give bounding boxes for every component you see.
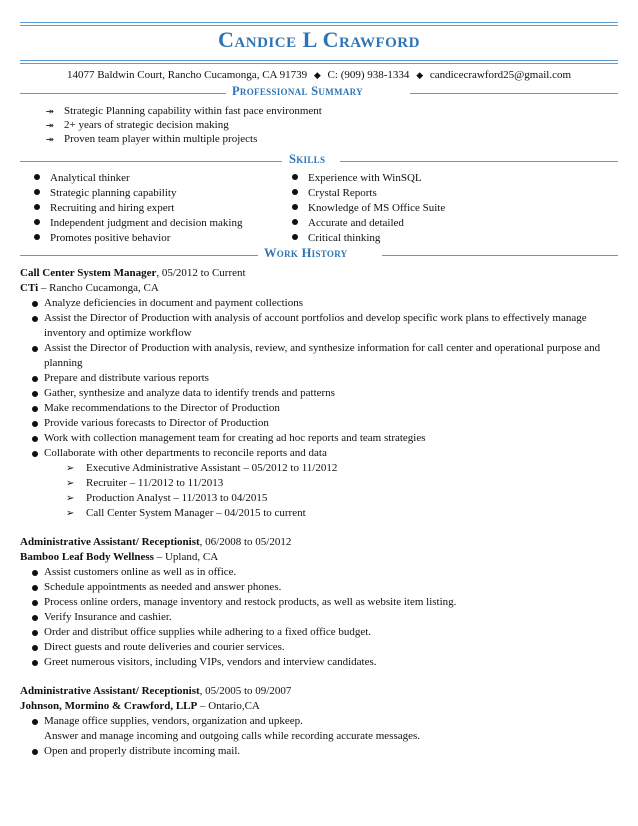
- pin-bullet-icon: ⯮: [46, 106, 54, 117]
- skill-item: Analytical thinker: [34, 171, 242, 186]
- bullet-icon: [32, 600, 38, 606]
- duty-item: Open and properly distribute incoming mail.: [20, 744, 620, 759]
- skill-item: Crystal Reports: [292, 186, 445, 201]
- skills-heading: [0, 152, 638, 170]
- duty-item: Gather, synthesize and analyze data to identify trends and patterns: [20, 386, 620, 401]
- bullet-icon: [292, 189, 298, 195]
- duty-item: Make recommendations to the Director of Production: [20, 401, 620, 416]
- skill-item: Independent judgment and decision making: [34, 216, 242, 231]
- duty-item: Provide various forecasts to Director of Production: [20, 416, 620, 431]
- summary-item: ⯮ Strategic Planning capability within fast pace environment: [46, 105, 322, 117]
- job-title: Call Center System Manager: [20, 267, 157, 279]
- job-duties: [20, 714, 620, 759]
- bullet-icon: [292, 174, 298, 180]
- bullet-icon: [32, 376, 38, 382]
- header-top-rule: [20, 22, 618, 23]
- bullet-icon: [292, 219, 298, 225]
- bullet-icon: [32, 346, 38, 352]
- duty-item: Assist the Director of Production with analysis of account portfolios and develop specific work plans to effectively manage inventory and optimize workflow: [20, 311, 620, 341]
- company-name: Johnson, Mormino & Crawford, LLP: [20, 700, 198, 712]
- job-dates: , 05/2012 to Current: [156, 267, 246, 279]
- bullet-icon: [32, 719, 38, 725]
- heading-rule-left: [20, 255, 258, 256]
- duty-item: Manage office supplies, vendors, organization and upkeep.: [20, 714, 620, 729]
- bullet-icon: [32, 660, 38, 666]
- company-location: – Ontario,CA: [197, 700, 260, 712]
- job-company-line: [20, 550, 620, 565]
- pin-bullet-icon: ⯮: [46, 120, 54, 131]
- section-title: Professional Summary: [232, 84, 363, 98]
- position-item: ➢ Call Center System Manager – 04/2015 to current: [66, 507, 306, 519]
- candidate-name: Candice L Crawford: [218, 27, 420, 52]
- bullet-icon: [292, 204, 298, 210]
- bullet-icon: [32, 406, 38, 412]
- company-name: Bamboo Leaf Body Wellness: [20, 551, 154, 563]
- skill-item: Recruiting and hiring expert: [34, 201, 242, 216]
- pin-bullet-icon: ⯮: [46, 134, 54, 145]
- skill-item: Promotes positive behavior: [34, 231, 242, 246]
- bullet-icon: [32, 630, 38, 636]
- spacer: [20, 521, 620, 535]
- summary-list: [46, 104, 322, 146]
- heading-rule-right: [382, 255, 618, 256]
- duty-item: Assist the Director of Production with analysis, review, and synthesize information for call center and operational purpose and planning: [20, 341, 620, 371]
- bullet-icon: [32, 301, 38, 307]
- company-location: – Upland, CA: [153, 551, 219, 563]
- bullet-icon: [32, 316, 38, 322]
- summary-item: ⯮ Proven team player within multiple projects: [46, 133, 258, 145]
- bullet-icon: [34, 234, 40, 240]
- bullet-icon: [32, 436, 38, 442]
- arrow-bullet-icon: ➢: [66, 463, 75, 474]
- spacer: [20, 670, 620, 684]
- job-title: Administrative Assistant/ Receptionist: [20, 536, 200, 548]
- duty-item: Greet numerous visitors, including VIPs, vendors and interview candidates.: [20, 655, 620, 670]
- duty-item: Order and distribut office supplies while adhering to a fixed office budget.: [20, 625, 620, 640]
- skill-item: Knowledge of MS Office Suite: [292, 201, 445, 216]
- address: 14077 Baldwin Court, Rancho Cucamonga, CA 91739: [66, 69, 308, 81]
- arrow-bullet-icon: ➢: [66, 493, 75, 504]
- duty-item: Verify Insurance and cashier.: [20, 610, 620, 625]
- bullet-icon: [32, 749, 38, 755]
- section-title: Skills: [289, 152, 326, 166]
- heading-rule-right: [340, 161, 618, 162]
- company-location: – Rancho Cucamonga, CA: [38, 282, 159, 294]
- bullet-icon: [34, 174, 40, 180]
- job-title-line: [20, 535, 620, 550]
- bullet-icon: [32, 451, 38, 457]
- work-history: [20, 266, 620, 759]
- section-title: Work History: [264, 246, 348, 260]
- duty-item: Analyze deficiencies in document and payment collections: [20, 296, 620, 311]
- bullet-icon: [32, 391, 38, 397]
- job-duties: [20, 296, 620, 461]
- heading-rule-left: [20, 161, 282, 162]
- diamond-icon: ◆: [313, 71, 321, 81]
- heading-rule-left: [20, 93, 226, 94]
- duty-item: Work with collection management team for creating ad hoc reports and team strategies: [20, 431, 620, 446]
- bullet-icon: [34, 204, 40, 210]
- contact-line: [0, 69, 638, 81]
- company-name: CTi: [20, 282, 39, 294]
- job-duties: [20, 565, 620, 670]
- phone: C: (909) 938-1334: [327, 69, 410, 81]
- job-title-line: [20, 684, 620, 699]
- position-item: ➢ Executive Administrative Assistant – 05/2012 to 11/2012: [66, 462, 338, 474]
- bullet-icon: [32, 570, 38, 576]
- arrow-bullet-icon: ➢: [66, 478, 75, 489]
- skill-item: Strategic planning capability: [34, 186, 242, 201]
- bullet-icon: [34, 189, 40, 195]
- skill-item: Accurate and detailed: [292, 216, 445, 231]
- email: candicecrawford25@gmail.com: [429, 69, 572, 81]
- heading-rule-right: [410, 93, 618, 94]
- duty-item: Assist customers online as well as in office.: [20, 565, 620, 580]
- positions-held: [20, 461, 620, 521]
- skill-item: Critical thinking: [292, 231, 445, 246]
- bullet-icon: [34, 219, 40, 225]
- position-item: ➢ Recruiter – 11/2012 to 11/2013: [66, 477, 224, 489]
- bullet-icon: [32, 645, 38, 651]
- skill-item: Experience with WinSQL: [292, 171, 445, 186]
- duty-item: Answer and manage incoming and outgoing calls while recording accurate messages.: [44, 730, 421, 742]
- skills-left-column: [34, 171, 242, 246]
- duty-item: Schedule appointments as needed and answer phones.: [20, 580, 620, 595]
- work-heading: [0, 246, 638, 264]
- duty-item: Process online orders, manage inventory and restock products, as well as website item listing.: [20, 595, 620, 610]
- position-item: ➢ Production Analyst – 11/2013 to 04/2015: [66, 492, 268, 504]
- job-company-line: [20, 281, 620, 296]
- duty-item: Collaborate with other departments to reconcile reports and data: [20, 446, 620, 461]
- job-title: Administrative Assistant/ Receptionist: [20, 685, 200, 697]
- summary-item: ⯮ 2+ years of strategic decision making: [46, 119, 229, 131]
- bullet-icon: [292, 234, 298, 240]
- job-company-line: [20, 699, 620, 714]
- job-dates: , 06/2008 to 05/2012: [199, 536, 292, 548]
- duty-item: Direct guests and route deliveries and courier services.: [20, 640, 620, 655]
- bullet-icon: [32, 421, 38, 427]
- skills-right-column: [292, 171, 445, 246]
- bullet-icon: [32, 585, 38, 591]
- arrow-bullet-icon: ➢: [66, 508, 75, 519]
- bullet-icon: [32, 615, 38, 621]
- summary-heading: [0, 84, 638, 102]
- job-dates: , 05/2005 to 09/2007: [199, 685, 292, 697]
- header-mid-rule: [20, 60, 618, 61]
- duty-item: Prepare and distribute various reports: [20, 371, 620, 386]
- diamond-icon: ◆: [416, 71, 424, 81]
- job-title-line: [20, 266, 620, 281]
